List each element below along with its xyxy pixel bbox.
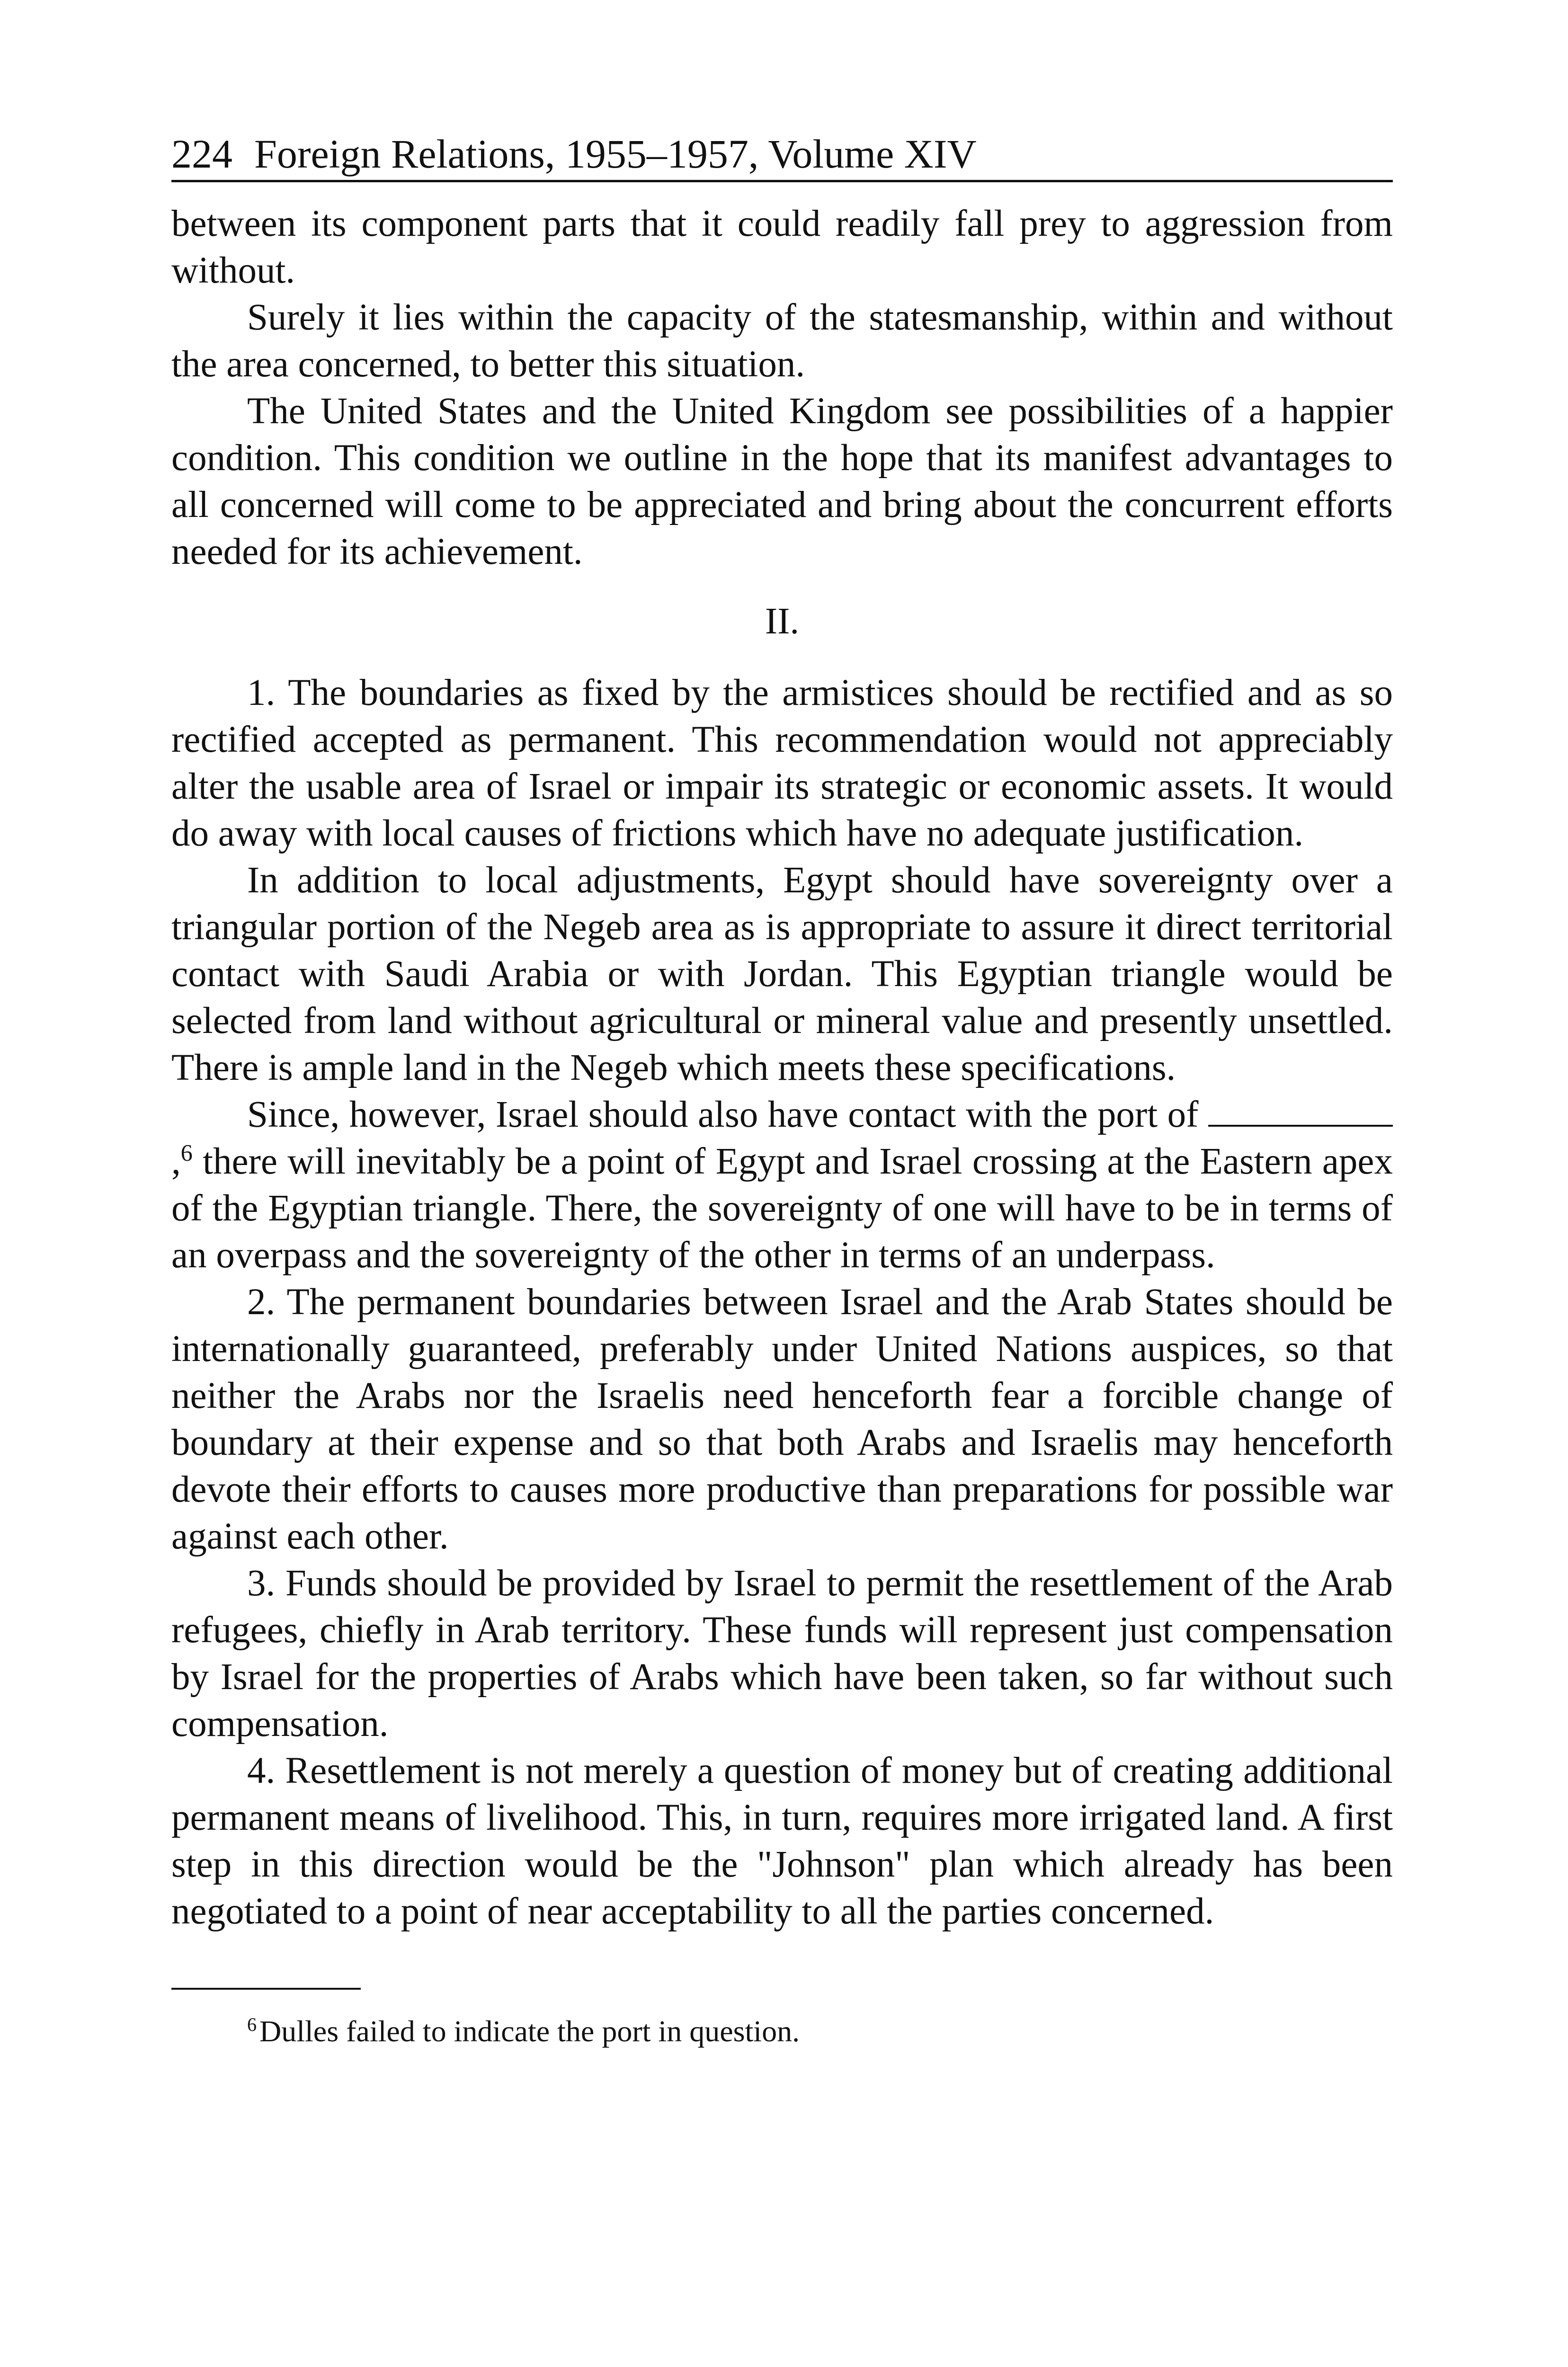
paragraph-port-crossing bbox=[171, 1091, 1393, 1279]
blank-line bbox=[1208, 1092, 1393, 1127]
paragraph-boundaries: 1. The boundaries as fixed by the armistices should be rectified and as so rectified accepted as permanent. This recommendation would not appreciably alter the usable area of Israel or impair its strategic or economic assets. It would do away with local causes of frictions which have no adequate justification. bbox=[171, 672, 1393, 854]
footnote-reference: 6 bbox=[180, 1139, 193, 1166]
footnote bbox=[171, 2011, 1393, 2051]
paragraph-funds: 3. Funds should be provided by Israel to permit the resettlement of the Arab refugees, chiefly in Arab territory. These funds will represent just compensation by Israel for the properties of Arabs which have been taken, so far without such compensation. bbox=[171, 1563, 1393, 1744]
document-page bbox=[171, 128, 1393, 2051]
footnote-text: Dulles failed to indicate the port in question. bbox=[259, 2014, 800, 2048]
paragraph-egyptian-triangle: In addition to local adjustments, Egypt should have sovereignty over a triangular portion of the Negeb area as is appropriate to assure it direct territorial contact with Saudi Arabia or with Jordan. This Egyptian triangle would be selected from land without agricultural or mineral value and presently unsettled. There is ample land in the Negeb which meets these specifications. bbox=[171, 860, 1393, 1088]
paragraph-guarantee: 2. The permanent boundaries between Israel and the Arab States should be internationally guaranteed, preferably under United Nations auspices, so that neither the Arabs nor the Israelis need henceforth fear a forcible change of boundary at their expense and so that both Arabs and Israelis may henceforth devote their efforts to causes more productive than preparations for possible war against each other. bbox=[171, 1281, 1393, 1557]
paragraph-continued: between its component parts that it could readily fall prey to aggression from without. bbox=[171, 203, 1393, 291]
page-number: 224 bbox=[171, 131, 232, 177]
running-head bbox=[171, 128, 1393, 182]
port-sentence-start: Since, however, Israel should also have contact with the port of bbox=[247, 1094, 1199, 1135]
footnote-divider bbox=[171, 1988, 361, 1990]
section-heading: II. bbox=[765, 601, 800, 642]
paragraph: The United States and the United Kingdom see possibilities of a happier condition. This condition we outline in the hope that its manifest advantages to all concerned will come to be appreciated and bring about the concurrent efforts needed for its achievement. bbox=[171, 391, 1393, 572]
paragraph-resettlement: 4. Resettlement is not merely a question of money but of creating additional permanent means of livelihood. This, in turn, requires more irrigated land. A first step in this direction would be the "Johnson" plan which already has been negotiated to a point of near acceptability to all the parties concerned. bbox=[171, 1750, 1393, 1932]
running-head-title: Foreign Relations, 1955–1957, Volume XIV bbox=[254, 131, 977, 177]
footnote-marker: 6 bbox=[247, 2013, 257, 2035]
blank-comma: , bbox=[171, 1141, 181, 1182]
paragraph: Surely it lies within the capacity of the statesmanship, within and without the area concerned, to better this situation. bbox=[171, 297, 1393, 385]
body-text bbox=[171, 200, 1393, 1935]
port-sentence-rest: there will inevitably be a point of Egypt and Israel crossing at the Eastern apex of the Egyptian triangle. There, the sovereignty of one will have to be in terms of an overpass and the sovereignty of the other in terms of an underpass. bbox=[171, 1141, 1393, 1276]
